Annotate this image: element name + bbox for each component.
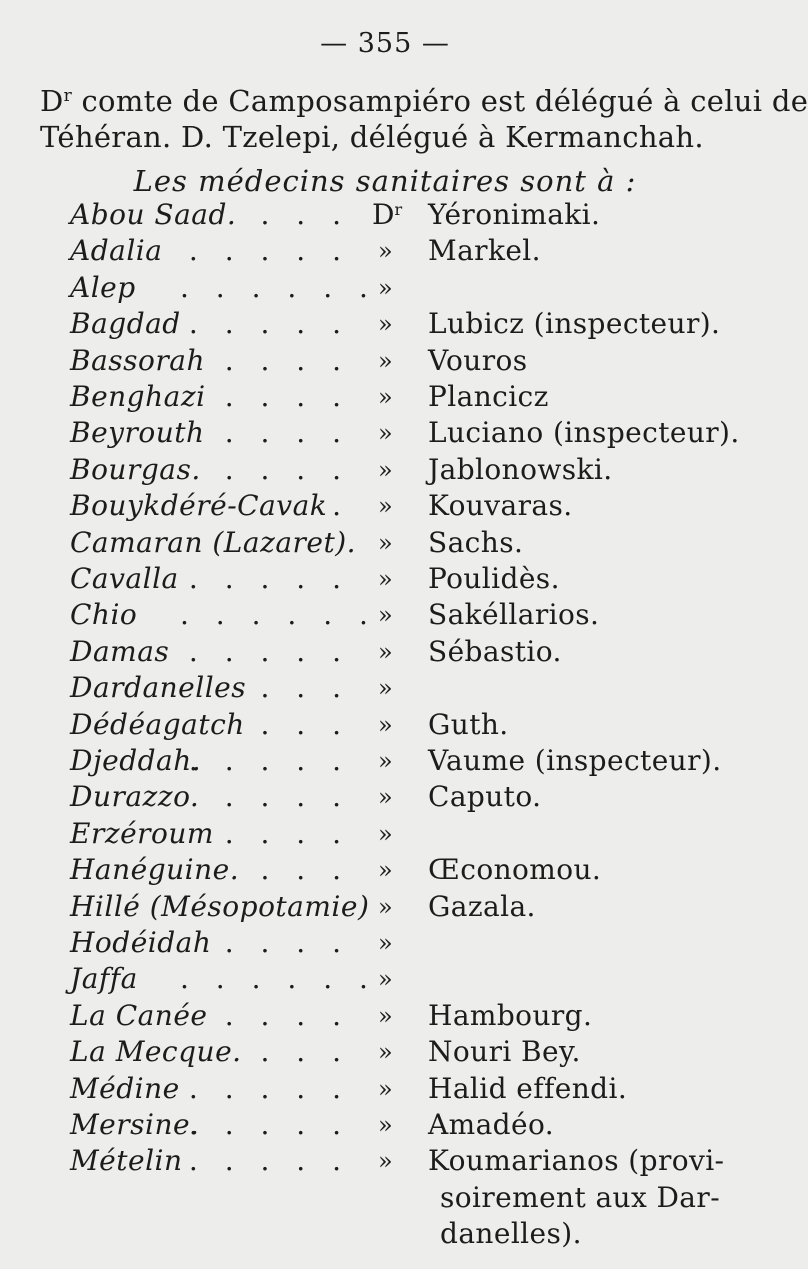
place-name: Chio <box>70 598 138 632</box>
list-item <box>0 852 800 888</box>
leader-dots: . . . . <box>224 452 350 486</box>
ditto-mark: » <box>378 819 393 848</box>
intro-line-2: Téhéran. D. Tzelepi, délégué à Kermanchah. <box>40 120 704 154</box>
list-item <box>0 488 800 524</box>
place-name: Beyrouth <box>70 416 205 450</box>
continuation-line: danelles). <box>440 1217 582 1251</box>
list-item <box>0 270 800 306</box>
place-name: Bouykdéré-Cavak <box>70 489 328 523</box>
list-item <box>0 1143 800 1179</box>
doctor-name: Kouvaras. <box>428 489 573 523</box>
ditto-mark: » <box>378 455 393 484</box>
list-item <box>0 707 800 743</box>
doctor-name: Sachs. <box>428 525 524 559</box>
place-name: Damas <box>70 634 170 668</box>
page-number: — 355 — <box>320 28 450 59</box>
place-name: Adalia <box>70 234 163 268</box>
list-item <box>0 998 800 1034</box>
list-item <box>0 452 800 488</box>
doctor-name: Yéronimaki. <box>428 198 601 231</box>
ditto-prefix: D <box>372 198 395 231</box>
place-name: Camaran (Lazaret). <box>70 525 357 559</box>
doctor-name: Luciano (inspecteur). <box>428 416 740 450</box>
place-name: Médine <box>70 1071 180 1105</box>
ditto-mark: » <box>378 710 393 739</box>
place-name: Dardanelles <box>70 671 247 705</box>
place-name: Jaffa <box>70 962 138 996</box>
list-item <box>0 961 800 997</box>
ditto-mark: » <box>378 1147 393 1176</box>
intro-line-1-prefix: D <box>40 84 64 118</box>
ditto-mark: » <box>378 965 393 994</box>
list-subtitle: Les médecins sanitaires sont à : <box>133 164 637 198</box>
list-item <box>0 1107 800 1143</box>
leader-dots: . . . . . <box>188 234 350 268</box>
place-name: Hodéidah <box>70 926 212 959</box>
doctor-name: Caputo. <box>428 780 542 814</box>
place-name: Dédéagatch <box>70 707 245 741</box>
ditto-mark: » <box>378 601 393 630</box>
ditto-mark: » <box>378 565 393 593</box>
doctor-name: Halid effendi. <box>428 1071 628 1105</box>
leader-dots: . <box>332 489 350 523</box>
doctor-name: Poulidès. <box>428 562 560 595</box>
list-item <box>0 343 800 379</box>
list-item <box>0 889 800 925</box>
place-name: Abou Saad. <box>70 198 237 231</box>
list-item <box>0 779 800 815</box>
ditto-mark: » <box>378 856 393 885</box>
place-name: Hanéguine. <box>70 853 240 887</box>
place-name: Hillé (Mésopotamie) <box>70 889 370 923</box>
place-name: Bassorah <box>70 343 205 377</box>
intro-line-1-sup: r <box>63 86 72 106</box>
doctor-name: Markel. <box>428 234 541 268</box>
ditto-mark: » <box>378 237 393 266</box>
leader-dots: . . . . . . <box>180 598 377 632</box>
list-item <box>0 561 800 597</box>
ditto-mark <box>372 197 402 233</box>
doctor-name: Vouros <box>428 343 528 377</box>
ditto-mark: » <box>378 783 393 812</box>
leader-dots: . . . . . <box>188 307 350 341</box>
leader-dots: . . . . . <box>188 1144 350 1178</box>
leader-dots: . . . . <box>224 926 350 959</box>
leader-dots: . . . . . . <box>180 962 377 996</box>
ditto-mark: » <box>378 1111 393 1139</box>
place-name: Alep <box>70 270 136 304</box>
place-name: La Mecque. <box>70 1035 242 1069</box>
leader-dots: . . . . . <box>188 1108 350 1141</box>
ditto-mark: » <box>378 273 393 302</box>
doctor-name: Plancicz <box>428 380 549 413</box>
leader-dots: . . . . <box>224 780 350 814</box>
doctor-name: Vaume (inspecteur). <box>428 744 722 777</box>
doctor-name: Lubicz (inspecteur). <box>428 307 721 341</box>
leader-dots: . . . . <box>224 816 350 850</box>
ditto-mark: » <box>378 310 393 339</box>
ditto-mark: » <box>378 892 393 921</box>
place-name: Bourgas. <box>70 452 201 486</box>
ditto-sup: r <box>394 200 403 219</box>
list-item <box>0 743 800 779</box>
ditto-mark: » <box>378 383 393 411</box>
list-item <box>0 379 800 415</box>
intro-line-1-rest: comte de Camposampiéro est délégué à celui de <box>72 84 808 118</box>
place-name: Durazzo. <box>70 780 200 814</box>
doctor-name: Œconomou. <box>428 853 602 887</box>
leader-dots: . . . <box>260 1035 350 1069</box>
leader-dots: . . . . <box>224 416 350 450</box>
place-name: La Canée <box>70 998 208 1032</box>
ditto-mark: » <box>378 1001 393 1030</box>
doctor-name: Jablonowski. <box>428 452 613 486</box>
leader-dots: . . . <box>260 853 350 887</box>
leader-dots: . . . . . <box>188 1071 350 1105</box>
ditto-mark: » <box>378 528 393 557</box>
leader-dots: . . . <box>260 671 350 705</box>
ditto-mark: » <box>378 492 393 521</box>
leader-dots: . . . . <box>224 998 350 1032</box>
ditto-mark: » <box>378 346 393 375</box>
list-item <box>0 306 800 342</box>
doctor-name: Hambourg. <box>428 998 593 1032</box>
leader-dots: . . . . . . <box>180 270 377 304</box>
list-item <box>0 634 800 670</box>
doctor-name: Nouri Bey. <box>428 1035 581 1069</box>
place-name: Cavalla <box>70 562 179 595</box>
ditto-mark: » <box>378 674 393 703</box>
leader-dots: . . . . <box>224 380 350 413</box>
list-item <box>0 670 800 706</box>
place-name: Djeddah. <box>70 744 202 777</box>
list-item <box>0 925 800 961</box>
list-item <box>0 525 800 561</box>
place-name: Mételin <box>70 1144 183 1178</box>
list-item <box>0 816 800 852</box>
list-item <box>0 597 800 633</box>
list-item <box>0 1071 800 1107</box>
doctor-name: Gazala. <box>428 889 536 923</box>
doctor-name: Sakéllarios. <box>428 598 600 632</box>
doctor-name: Koumarianos (provi- <box>428 1144 725 1178</box>
place-name: Erzéroum <box>70 816 214 850</box>
list-item <box>0 233 800 269</box>
ditto-mark: » <box>378 747 393 775</box>
leader-dots: . . . <box>260 707 350 741</box>
ditto-mark: » <box>378 1074 393 1103</box>
ditto-mark: » <box>378 1038 393 1067</box>
doctor-name: Sébastio. <box>428 634 562 668</box>
leader-dots: . . . <box>260 198 350 231</box>
doctor-name: Amadéo. <box>428 1108 555 1141</box>
place-name: Benghazi <box>70 380 206 413</box>
list-item <box>0 415 800 451</box>
leader-dots: . . . . . <box>188 744 350 777</box>
doctor-name: Guth. <box>428 707 509 741</box>
place-name: Mersine. <box>70 1108 200 1141</box>
leader-dots: . . . . . <box>188 562 350 595</box>
continuation-line: soirement aux Dar- <box>440 1180 721 1214</box>
leader-dots: . . . . <box>224 343 350 377</box>
list-item <box>0 1034 800 1070</box>
ditto-mark: » <box>378 419 393 448</box>
ditto-mark: » <box>378 929 393 957</box>
list-item <box>0 197 800 233</box>
place-name: Bagdad <box>70 307 181 341</box>
leader-dots: . . . . . <box>188 634 350 668</box>
ditto-mark: » <box>378 637 393 666</box>
